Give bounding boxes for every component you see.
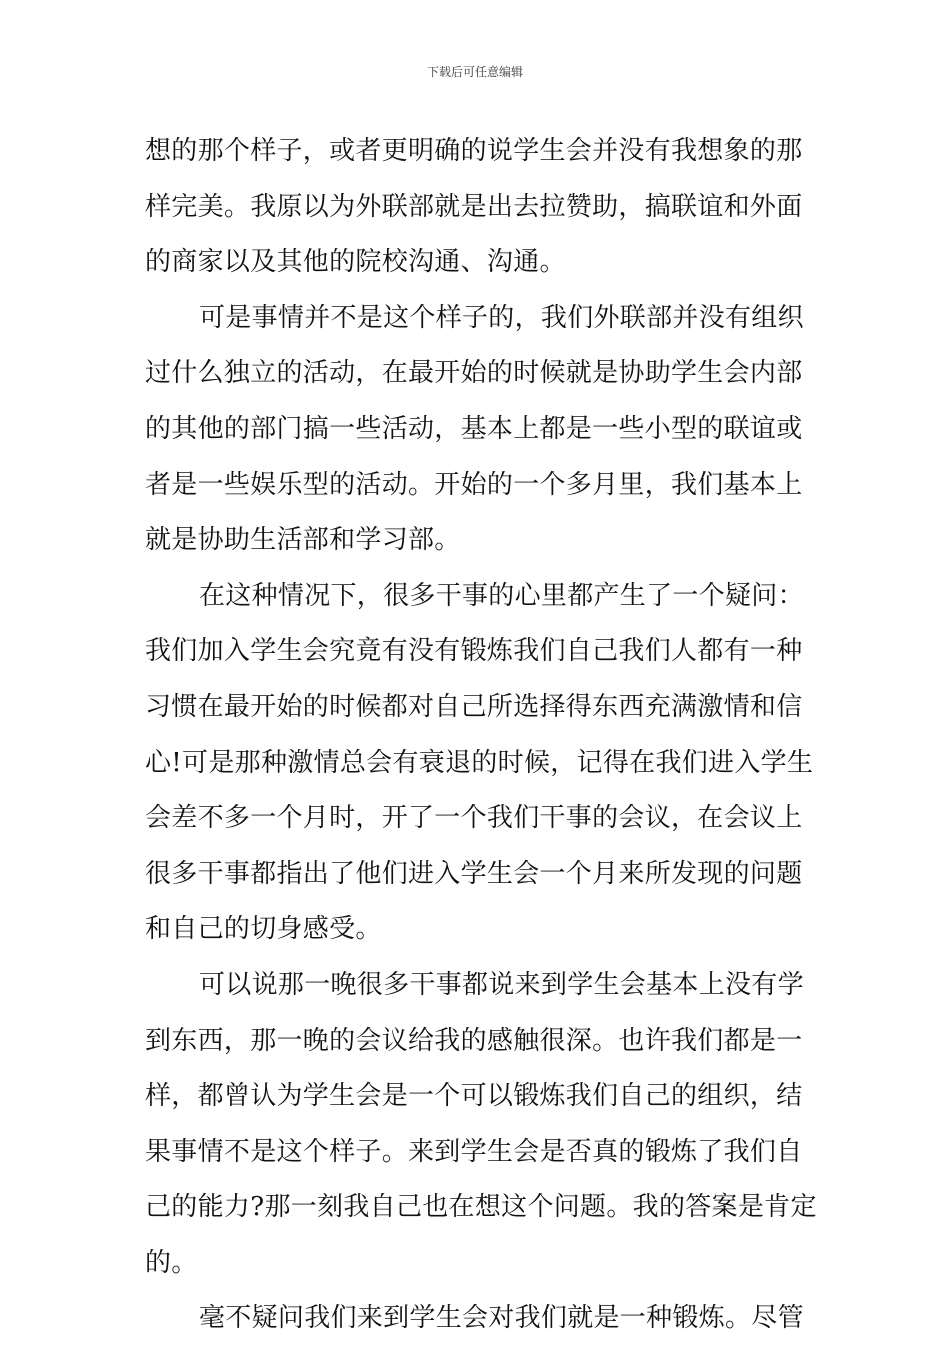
text-line: 会差不多一个月时，开了一个我们干事的会议，在会议上 (145, 803, 803, 834)
paragraph-start-line: 在这种情况下，很多干事的心里都产生了一个疑问： (199, 580, 804, 611)
text-line: 果事情不是这个样子。来到学生会是否真的锻炼了我们自 (145, 1136, 803, 1167)
text-line: 就是协助生活部和学习部。 (145, 525, 461, 556)
paragraph-start-line: 可是事情并不是这个样子的，我们外联部并没有组织 (199, 302, 804, 333)
text-line: 习惯在最开始的时候都对自己所选择得东西充满激情和信 (145, 691, 803, 722)
text-line: 过什么独立的活动，在最开始的时候就是协助学生会内部 (145, 358, 803, 389)
text-line: 的其他的部门搞一些活动，基本上都是一些小型的联谊或 (145, 413, 803, 444)
text-line: 的商家以及其他的院校沟通、沟通。 (145, 247, 566, 278)
text-line: 的。 (145, 1247, 198, 1278)
text-line: 我们加入学生会究竟有没有锻炼我们自己我们人都有一种 (145, 636, 803, 667)
paragraph-start-line: 毫不疑问我们来到学生会对我们就是一种锻炼。尽管 (199, 1303, 804, 1334)
text-line: 很多干事都指出了他们进入学生会一个月来所发现的问题 (145, 858, 803, 889)
text-line: 己的能力?那一刻我自己也在想这个问题。我的答案是肯定 (145, 1192, 817, 1223)
text-line: 和自己的切身感受。 (145, 914, 382, 945)
paragraph-start-line: 可以说那一晚很多干事都说来到学生会基本上没有学 (199, 969, 804, 1000)
document-body (145, 124, 817, 1347)
text-line: 者是一些娱乐型的活动。开始的一个多月里，我们基本上 (145, 469, 803, 500)
text-line: 样，都曾认为学生会是一个可以锻炼我们自己的组织，结 (145, 1081, 803, 1112)
text-line: 想的那个样子，或者更明确的说学生会并没有我想象的那 (145, 136, 803, 166)
page-header: 下载后可任意编辑 (426, 65, 523, 79)
text-line: 到东西，那一晚的会议给我的感触很深。也许我们都是一 (145, 1025, 803, 1056)
text-line: 样完美。我原以为外联部就是出去拉赞助，搞联谊和外面 (145, 191, 803, 222)
text-line: 心!可是那种激情总会有衰退的时候，记得在我们进入学生 (145, 747, 814, 778)
